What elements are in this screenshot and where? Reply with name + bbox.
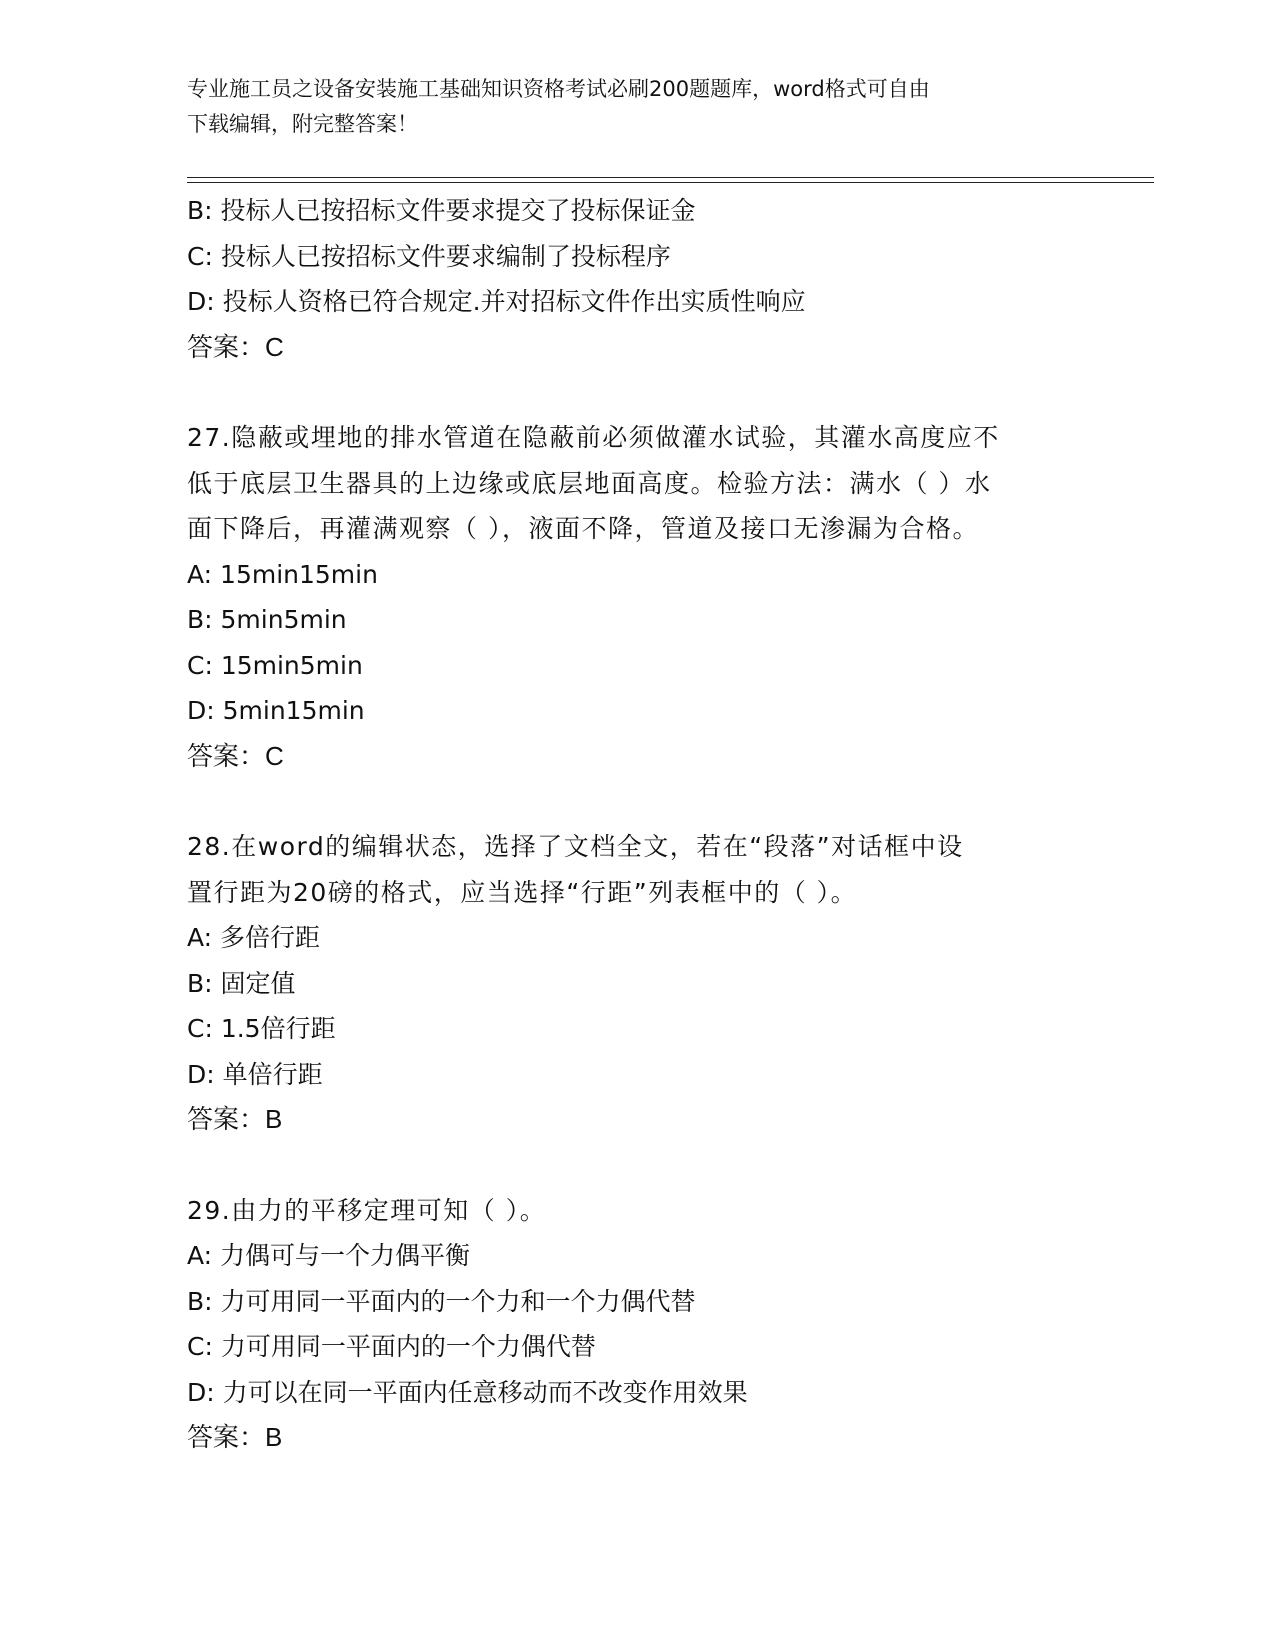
option-b: B: 投标人已按招标文件要求提交了投标保证金 bbox=[187, 196, 696, 225]
option-b: B: 力可用同一平面内的一个力和一个力偶代替 bbox=[187, 1286, 696, 1316]
header-line-1: 专业施工员之设备安装施工基础知识资格考试必刷200题题库，word格式可自由 bbox=[187, 77, 930, 101]
answer: 答案：B bbox=[187, 1104, 283, 1134]
question-27 bbox=[187, 415, 1087, 779]
stem-line: 28.在word的编辑状态，选择了文档全文，若在“段落”对话框中设 bbox=[187, 832, 964, 861]
question-stem bbox=[187, 1188, 1087, 1234]
option-c: C: 15min5min bbox=[187, 650, 363, 680]
option-d: D: 力可以在同一平面内任意移动而不改变作用效果 bbox=[187, 1377, 748, 1407]
document-header bbox=[187, 72, 1067, 142]
question-stem bbox=[187, 415, 1087, 552]
option-d: D: 单倍行距 bbox=[187, 1059, 323, 1089]
option-a: A: 多倍行距 bbox=[187, 923, 321, 952]
option-d: D: 5min15min bbox=[187, 696, 365, 725]
option-b: B: 5min5min bbox=[187, 605, 347, 634]
option-c: C: 投标人已按招标文件要求编制了投标程序 bbox=[187, 241, 671, 271]
header-line-2: 下载编辑，附完整答案！ bbox=[187, 112, 418, 136]
option-a: A: 力偶可与一个力偶平衡 bbox=[187, 1241, 471, 1270]
question-stem bbox=[187, 824, 1087, 915]
question-29 bbox=[187, 1188, 1087, 1461]
header-rule-bottom bbox=[187, 182, 1154, 183]
option-a: A: 15min15min bbox=[187, 559, 378, 589]
option-d: D: 投标人资格已符合规定.并对招标文件作出实质性响应 bbox=[187, 287, 806, 316]
option-b: B: 固定值 bbox=[187, 968, 296, 998]
answer: 答案：B bbox=[187, 1422, 283, 1452]
question-26-tail bbox=[187, 188, 1087, 370]
answer: 答案：C bbox=[187, 740, 284, 771]
option-c: C: 1.5倍行距 bbox=[187, 1014, 336, 1043]
question-28 bbox=[187, 824, 1087, 1143]
stem-line: 置行距为20磅的格式，应当选择“行距”列表框中的（ ）。 bbox=[187, 877, 858, 907]
answer: 答案：C bbox=[187, 331, 284, 362]
option-c: C: 力可用同一平面内的一个力偶代替 bbox=[187, 1332, 596, 1361]
stem-line: 29.由力的平移定理可知（ ）。 bbox=[187, 1195, 547, 1225]
stem-line: 面下降后，再灌满观察（ ），液面不降，管道及接口无渗漏为合格。 bbox=[187, 514, 979, 543]
stem-line: 低于底层卫生器具的上边缘或底层地面高度。检验方法：满水（ ）水 bbox=[187, 468, 992, 498]
document-body bbox=[187, 188, 1087, 1461]
stem-line: 27.隐蔽或埋地的排水管道在隐蔽前必须做灌水试验，其灌水高度应不 bbox=[187, 423, 1000, 452]
header-rule-top bbox=[187, 177, 1154, 178]
